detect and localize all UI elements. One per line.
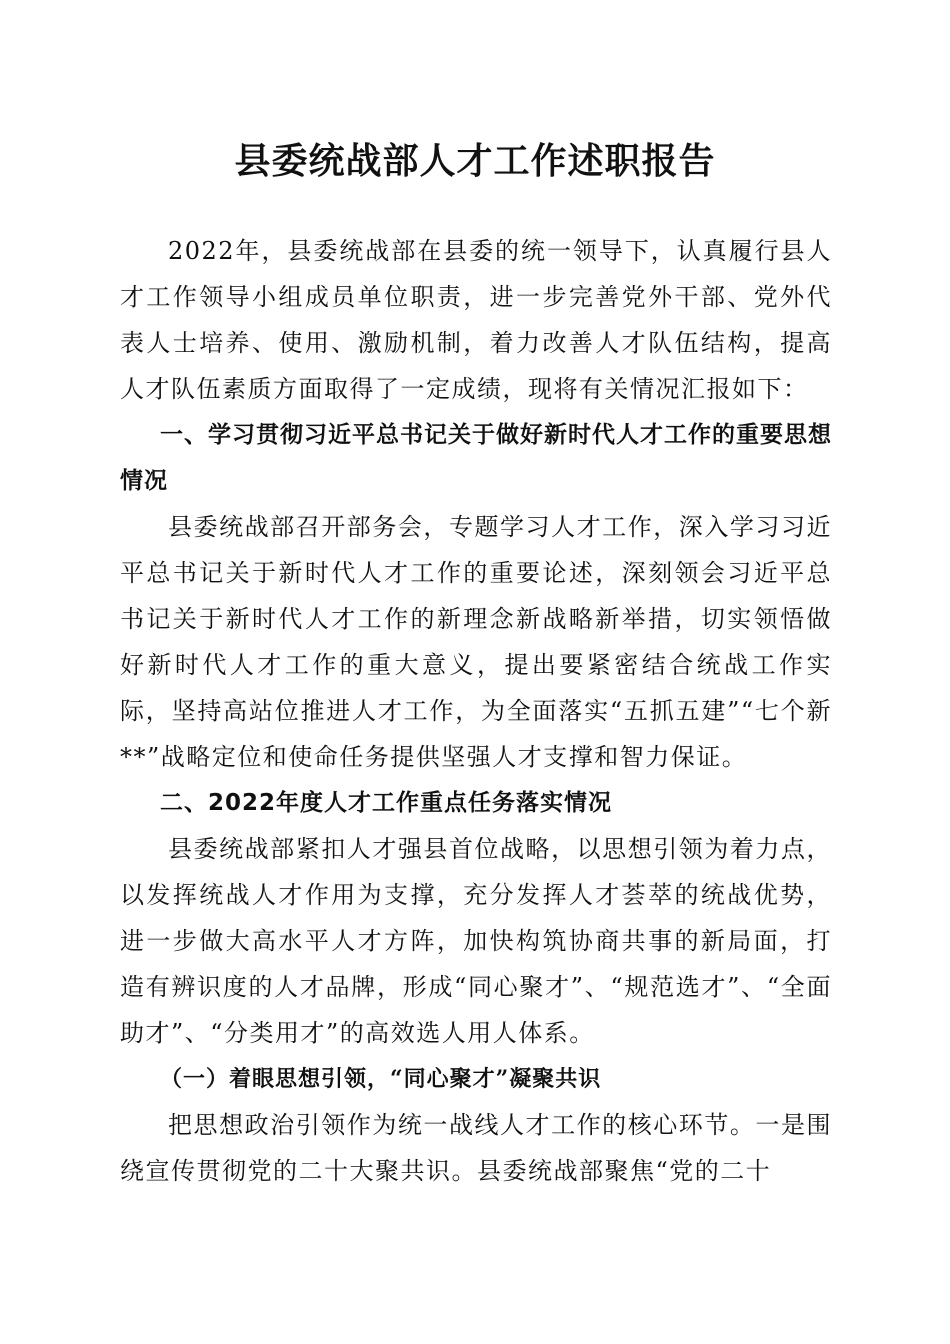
section-2-paragraph: 县委统战部紧扣人才强县首位战略，以思想引领为着力点，以发挥统战人才作用为支撑，充分发挥人才荟萃的统战优势，进一步做大高水平人才方阵，加快构筑协商共事的新局面，打造有辨识度的人才品牌，形成“同心聚才”、“规范选才”、“全面助才”、“分类用才”的高效选人用人体系。	[120, 835, 832, 1047]
document-title: 县委统战部人才工作述职报告	[234, 140, 716, 182]
section-1-paragraph: 县委统战部召开部务会，专题学习人才工作，深入学习习近平总书记关于新时代人才工作的重要论述，深刻领会习近平总书记关于新时代人才工作的新理念新战略新举措，切实领悟做好新时代人才工作的重大意义，提出要紧密结合统战工作实际，坚持高站位推进人才工作，为全面落实“五抓五建”“七个新**”战略定位和使命任务提供坚强人才支撑和智力保证。	[120, 513, 832, 771]
section-2-heading: 二、2022年度人才工作重点任务落实情况	[160, 790, 613, 816]
section-1-heading: 一、学习贯彻习近平总书记关于做好新时代人才工作的重要思想情况	[120, 422, 832, 494]
subsection-1-heading: （一）着眼思想引领，“同心聚才”凝聚共识	[160, 1066, 602, 1092]
subsection-1-paragraph: 把思想政治引领作为统一战线人才工作的核心环节。一是围绕宣传贯彻党的二十大聚共识。县委统战部聚焦“党的二十	[120, 1111, 832, 1185]
intro-paragraph: 2022年，县委统战部在县委的统一领导下，认真履行县人才工作领导小组成员单位职责，进一步完善党外干部、党外代表人士培养、使用、激励机制，着力改善人才队伍结构，提高人才队伍素质方面取得了一定成绩，现将有关情况汇报如下：	[120, 237, 832, 403]
